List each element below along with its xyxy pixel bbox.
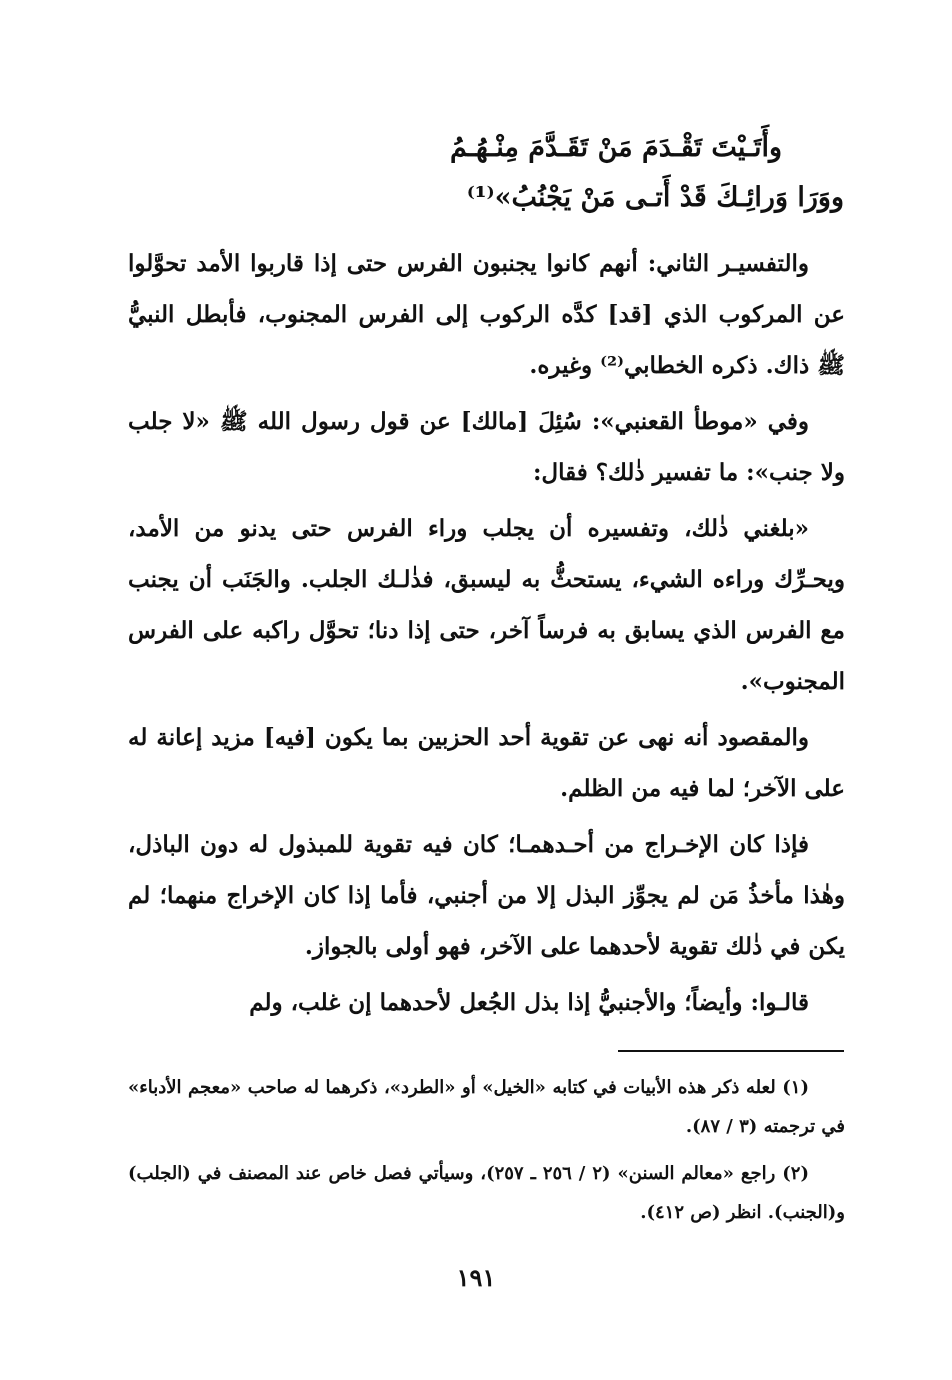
paragraph-they-said: قالـوا: وأيضاً؛ والأجنبيُّ إذا بذل الجُعل لأحدهما إن غلب، ولم xyxy=(249,989,809,1016)
footnote-2: (٢) راجع «معالم السنن» (٢ / ٢٥٦ ـ ٢٥٧)، وسيأتي فصل خاص عند المصنف في (الجلب) و(الجنب). انظر (ص ٤١٢). xyxy=(128,1163,845,1223)
paragraph-second-interpretation: والتفسيـر الثاني: أنهم كانوا يجنبون الفرس حتى إذا قاربوا الأمد تحوَّلوا عن المركوب الذي [قد] كدَّه الركوب إلى الفرس المجنوب، فأبطل النبيُّ ﷺ ذاك. ذكره الخطابي⁽²⁾ وغيره. xyxy=(128,250,845,379)
paragraph-extraction: فإذا كان الإخـراج من أحـدهمـا؛ كان فيه تقوية للمبذول له دون الباذل، وهٰذا مأخذُ مَن لم يجوِّز البذل إلا من أجنبي، فأما إذا كان الإخراج منهما؛ لم يكن في ذٰلك تقوية لأحدهما على الآخر، فهو أولى بالجواز. xyxy=(128,831,845,960)
paragraph-malik-answer: «بلغني ذٰلك، وتفسيره أن يجلب وراء الفرس حتى يدنو من الأمد، ويحـرِّك وراءه الشيء، يستحثُّ به ليسبق، فذٰلـك الجلب. والجَنَب أن يجنب مع الفرس الذي يسابق به فرساً آخر، حتى إذا دنا؛ تحوَّل راكبه على الفرس المجنوب». xyxy=(128,515,845,695)
poem-verse-2: ووَرَا وَرائِـكَ قَدْ أَتـى مَنْ يَجْنُبُ»⁽¹⁾ xyxy=(466,182,844,213)
footnotes xyxy=(128,1068,845,1240)
paragraph-muwatta-question: وفي «موطأ القعنبي»: سُئِلَ [مالك] عن قول رسول الله ﷺ «لا جلب ولا جنب»: ما تفسير ذٰلك؟ فقال: xyxy=(128,408,845,486)
poem-verse-1: وأَتَـيْتَ تَقْـدَمَ مَنْ تَقَـدَّمَ مِنْـهُـمُ xyxy=(449,132,782,163)
page-number: ١٩١ xyxy=(456,1263,496,1292)
footnote-divider xyxy=(618,1050,844,1052)
paragraph-purpose: والمقصود أنه نهى عن تقوية أحد الحزبين بما يكون [فيه] مزيد إعانة له على الآخر؛ لما فيه من الظلم. xyxy=(128,724,845,802)
main-text xyxy=(128,238,845,1033)
footnote-1: (١) لعله ذكر هذه الأبيات في كتابه «الخيل» أو «الطرد»، ذكرهما له صاحب «معجم الأدباء» في ترجمته (٣ / ٨٧). xyxy=(128,1077,845,1137)
